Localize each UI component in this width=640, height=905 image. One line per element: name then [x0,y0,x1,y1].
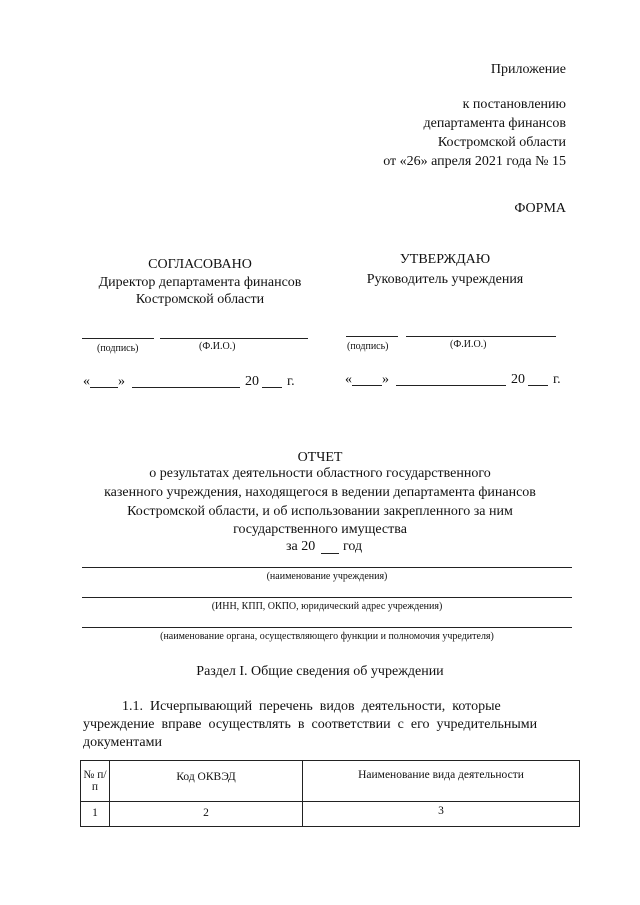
approve-signature-line [346,336,398,337]
header-activity-label: Наименование вида деятельности [358,769,524,781]
agreed-date-day-line [90,387,118,388]
agreed-signature-line [82,338,154,339]
agreed-date-suffix: г. [287,374,295,389]
table-header-row [81,761,580,802]
agreed-title: СОГЛАСОВАНО [148,257,252,272]
form-label: ФОРМА [514,201,566,216]
cell-number [81,802,110,827]
institution-name-line [82,567,572,568]
approve-date-month-line [396,385,506,386]
approve-date-year-line [528,385,548,386]
report-line-4: государственного имущества [233,522,407,537]
approve-name-caption: (Ф.И.О.) [450,339,487,350]
agreed-date-month-line [132,387,240,388]
appendix-label: Приложение [490,62,566,77]
resolution-line-1: к постановлению [462,97,566,112]
section-paragraph-line-1: 1.1. Исчерпывающий перечень видов деятельности, которые [122,699,501,714]
approve-date-year: 20 [511,372,525,387]
header-okved-label: Код ОКВЭД [176,771,236,783]
report-line-2: казенного учреждения, находящегося в ведении департамента финансов [104,485,536,500]
approve-title: УТВЕРЖДАЮ [399,252,491,267]
approve-date-suffix: г. [553,372,561,387]
table-row [81,802,580,827]
approve-name-line [406,336,556,337]
approve-role-line-1: Руководитель учреждения [366,272,524,287]
agreed-date-year: 20 [245,374,259,389]
resolution-line-2: департамента финансов [423,116,566,131]
agreed-role-line-1: Директор департамента финансов [98,275,302,290]
report-year-prefix: за 20 [286,539,316,554]
activities-table [80,760,580,827]
agreed-name-caption: (Ф.И.О.) [199,341,236,352]
institution-ids-caption: (ИНН, КПП, ОКПО, юридический адрес учреждения) [211,601,443,612]
report-title: ОТЧЕТ [297,450,343,465]
cell-activity-value: 3 [438,805,444,817]
agreed-role-line-2: Костромской области [135,292,265,307]
resolution-line-4: от «26» апреля 2021 года № 15 [383,154,566,169]
cell-number-value: 1 [92,807,98,819]
approve-date-quote-close: » [382,372,389,387]
header-okved [110,761,303,802]
institution-name-caption: (наименование учреждения) [266,571,388,582]
agreed-name-line [160,338,308,339]
agreed-date-year-line [262,387,282,388]
header-number [81,761,110,802]
cell-activity [303,802,580,827]
approve-signature-caption: (подпись) [347,341,389,352]
header-number-label: № п/п [83,769,107,793]
section-title: Раздел I. Общие сведения об учреждении [196,664,444,679]
approve-date-day-line [352,385,382,386]
resolution-line-3: Костромской области [437,135,566,150]
agreed-date-quote-open: « [83,374,90,389]
founder-body-caption: (наименование органа, осуществляющего функции и полномочия учредителя) [160,631,494,642]
approve-date-quote-open: « [345,372,352,387]
header-activity [303,761,580,802]
report-line-1: о результатах деятельности областного государственного [149,466,491,481]
agreed-signature-caption: (подпись) [97,343,139,354]
report-year-line [321,553,339,554]
report-year-suffix: год [343,539,363,554]
section-paragraph-line-3: документами [83,735,162,750]
institution-ids-line [82,597,572,598]
agreed-date-quote-close: » [118,374,125,389]
report-line-3: Костромской области, и об использовании закрепленного за ним [127,504,513,519]
founder-body-line [82,627,572,628]
section-paragraph-line-2: учреждение вправе осуществлять в соответствии с его учредительными [83,717,538,732]
cell-okved [110,802,303,827]
cell-okved-value: 2 [203,807,209,819]
